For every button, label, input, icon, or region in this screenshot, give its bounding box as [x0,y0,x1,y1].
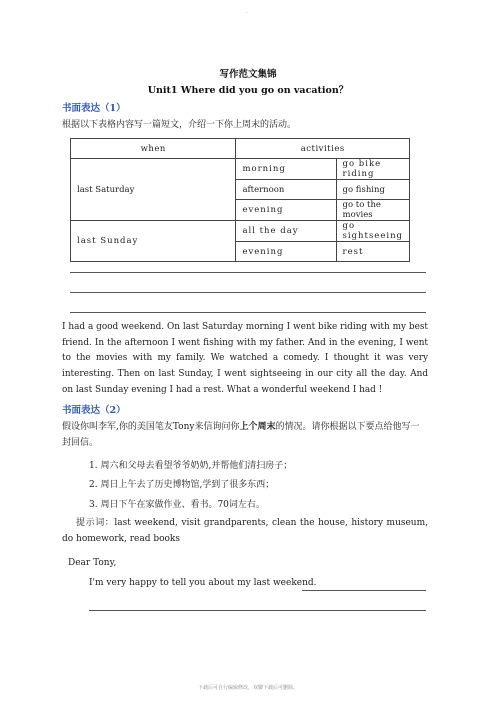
sample-essay: I had a good weekend. On last Saturday morning I went bike riding with my best friend. In the afternoon I went fishing with my father. And in the evening, I went to the movies with my family. We watched a comedy. I thought it was very interesting. Then on last Sunday, I went sightseeing in our city all the day. And on last Sunday evening I had a rest. What a wonderful weekend I had ! [62,322,428,395]
unit-subtitle: Unit1 Where did you go on vacation？ [147,85,349,96]
requirement-point: 3. 周日下午在家做作业、看书。70词左右。 [89,500,265,510]
requirement-point: 1. 周六和父母去看望爷爷奶奶,并帮他们清扫房子； [89,461,293,471]
table-cell-activity: go to the movies [336,200,409,221]
section-2-prompt [62,420,428,451]
section-1-instruction: 根据以下表格内容写一篇短文，介绍一下你上周末的活动。 [62,120,297,130]
table-row [71,159,410,180]
table-cell-day: last Saturday [71,159,236,221]
table-cell-activity: go bike riding [336,159,409,180]
page-marker: . [246,8,248,15]
hint-words: 提示词：last weekend, visit grandparents, clean the house, history museum, do homework, read books [62,518,428,544]
table-row [71,221,410,242]
page-footer: 下载后可自行编辑修改，双脚下载后可删除。 [197,685,298,691]
answer-line [89,610,426,611]
table-header-row [71,139,410,159]
prompt-emphasis: 上个周末 [239,422,276,432]
letter-opening: I'm very happy to tell you about my last weekend. [89,578,317,588]
table-cell-time: evening [236,242,336,262]
table-cell-time: all the day [236,221,336,242]
table-header-activities: activities [236,139,410,159]
answer-line [70,292,426,293]
requirement-point: 2. 周日上午去了历史博物馆,学到了很多东西； [89,480,275,490]
activities-table [70,138,410,262]
table-header-when: when [71,139,236,159]
answer-line [70,312,426,313]
prompt-text: 的情况。请你根据以下要点给他写一封回信。 [62,422,420,448]
table-cell-activity: go fishing [336,180,409,200]
table-cell-time: morning [236,159,336,180]
table-cell-time: evening [236,200,336,221]
answer-line [302,590,426,591]
section-2-heading: 书面表达（2） [62,405,126,416]
prompt-text: 假设你叫李军,你的美国笔友Tony来信询问你 [62,422,240,432]
table-cell-activity: rest [336,242,409,262]
table-cell-time: afternoon [236,180,336,200]
letter-salutation: Dear Tony, [68,558,117,568]
answer-line [70,272,426,273]
document-title: 写作范文集锦 [219,69,277,80]
section-1-heading: 书面表达（1） [62,103,126,114]
table-cell-activity: go sightseeing [336,221,409,242]
table-cell-day: last Sunday [71,221,236,262]
